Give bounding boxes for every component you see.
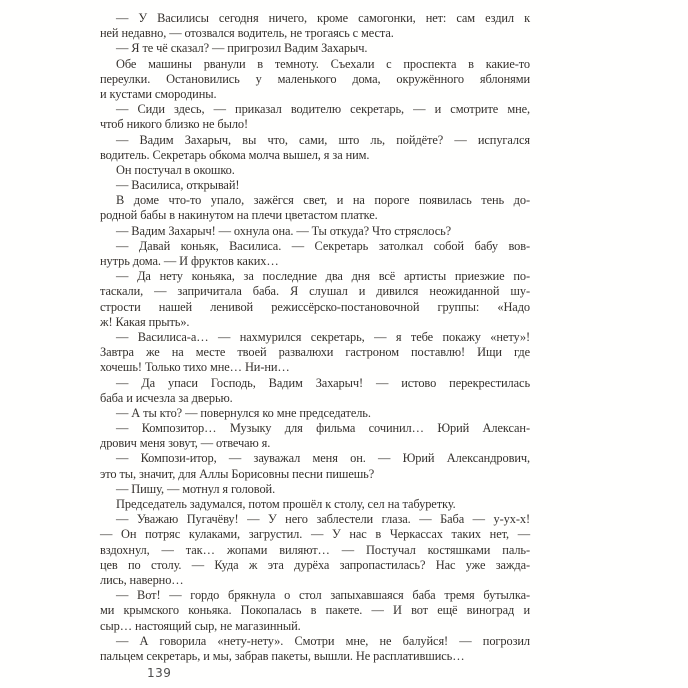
text-line: ней недавно, — отозвался водитель, не трогаясь с места. — [100, 26, 394, 41]
paragraph — [100, 11, 530, 41]
text-line: дрович меня зовут, — отвечаю я. — [100, 436, 271, 451]
text-line: — Василиса, открывай! — [116, 178, 240, 193]
paragraph — [100, 634, 530, 664]
paragraph — [100, 512, 530, 588]
text-line: — Уважаю Пугачёву! — У него заблестели глаза. — Баба — у-ух-х! — [116, 512, 530, 527]
page-text — [100, 11, 530, 664]
text-line: Обе машины рванули в темноту. Съехали с проспекта в какие-то — [116, 56, 530, 71]
paragraph — [100, 193, 530, 223]
text-line: это ты, значит, для Аллы Борисовны песни пишешь? — [100, 466, 375, 481]
text-line: — Василиса-а… — нахмурился секретарь, — я тебе покажу «нету»! — [116, 329, 530, 344]
text-line: Завтра же на месте твоей развалюхи гастроном поставлю! Ищи где — [100, 345, 530, 360]
text-line: — А говорила «нету-нету». Смотри мне, не балуйся! — погрозил — [116, 633, 530, 648]
paragraph — [100, 239, 530, 269]
paragraph — [100, 269, 530, 330]
text-line: ми крымского коньяка. Покопалась в пакете. — И вот ещё виноград и — [100, 603, 530, 618]
text-line: — Давай коньяк, Василиса. — Секретарь затолкал собой бабу вов- — [116, 238, 530, 253]
paragraph — [100, 102, 530, 132]
text-line: водитель. Секретарь обкома молча вышел, я за ним. — [100, 147, 370, 162]
text-line: — А ты кто? — повернулся ко мне председатель. — [116, 405, 371, 420]
text-line: ж! Какая прыть». — [100, 314, 190, 329]
text-line: — Компози-итор, — зауважал меня он. — Юрий Александрович, — [116, 451, 530, 466]
text-line: стрости нашей ленивой режиссёрско-постановочной группы: «Надо — [100, 299, 530, 314]
paragraph — [100, 178, 530, 193]
text-line: Председатель задумался, потом прошёл к столу, сел на табуретку. — [116, 497, 456, 511]
text-line: чтоб никого близко не было! — [100, 117, 249, 132]
paragraph — [100, 497, 530, 512]
text-line: — Вот! — гордо брякнула о стол запыхавшаяся баба тремя бутылка- — [116, 588, 530, 603]
paragraph — [100, 57, 530, 103]
text-line: переулки. Остановились у маленького дома, окружённого яблонями — [100, 71, 530, 86]
text-line: — Да упаси Господь, Вадим Захарыч! — истово перекрестилась — [116, 375, 530, 390]
text-line: нутрь дома. — И фруктов каких… — [100, 254, 279, 268]
text-line: — Да нету коньяка, за последние два дня всё артисты приезжие по- — [116, 269, 530, 284]
text-line: вздохнул, — так… жопами виляют… — Постучал костяшками паль- — [100, 542, 530, 557]
text-line: цев по столу. — Куда ж эта дурёха запропастилась? Нас уже зажда- — [100, 557, 530, 572]
text-line: пальцем секретарь, и мы, забрав пакеты, вышли. Не расплатившись… — [100, 648, 465, 663]
text-line: В доме что-то упало, зажёгся свет, и на пороге появилась тень до- — [116, 193, 530, 208]
paragraph — [100, 421, 530, 451]
text-line: родной бабы в накинутом на плечи цветастом платке. — [100, 208, 378, 223]
text-line: и кустами смородины. — [100, 86, 217, 101]
paragraph — [100, 41, 530, 56]
text-line: — Композитор… Музыку для фильма сочинил… Юрий Алексан- — [116, 421, 530, 436]
paragraph — [100, 224, 530, 239]
text-line: — У Василисы сегодня ничего, кроме самогонки, нет: сам ездил к — [116, 11, 530, 25]
text-line: хочешь! Только тихо мне… Ни-ни… — [100, 360, 290, 375]
paragraph — [100, 133, 530, 163]
paragraph — [100, 376, 530, 406]
text-line: баба и исчезла за дверью. — [100, 390, 233, 405]
paragraph — [100, 451, 530, 481]
paragraph — [100, 588, 530, 634]
text-line: — Сиди здесь, — приказал водителю секретарь, — и смотрите мне, — [116, 102, 530, 117]
paragraph — [100, 482, 530, 497]
text-line: — Вадим Захарыч! — охнула она. — Ты откуда? Что стряслось? — [116, 223, 452, 238]
paragraph — [100, 330, 530, 376]
text-line: — Пишу, — мотнул я головой. — [116, 481, 276, 496]
text-line: сыр… настоящий сыр, не магазинный. — [100, 618, 301, 633]
text-line: таскали, — запричитала баба. Я слушал и дивился неожиданной шу- — [100, 284, 530, 299]
text-line: Он постучал в окошко. — [116, 162, 235, 177]
paragraph — [100, 406, 530, 421]
text-line: — Вадим Захарыч, вы что, сами, што ль, пойдёте? — испугался — [116, 132, 530, 147]
text-line: — Я те чё сказал? — пригрозил Вадим Захарыч. — [116, 41, 368, 56]
text-line: лись, наверно… — [100, 572, 184, 587]
page-number: 139 — [147, 666, 172, 680]
text-line: — Он потряс кулаками, загрустил. — У нас в Черкассах таких нет, — — [100, 527, 530, 542]
paragraph — [100, 163, 530, 178]
